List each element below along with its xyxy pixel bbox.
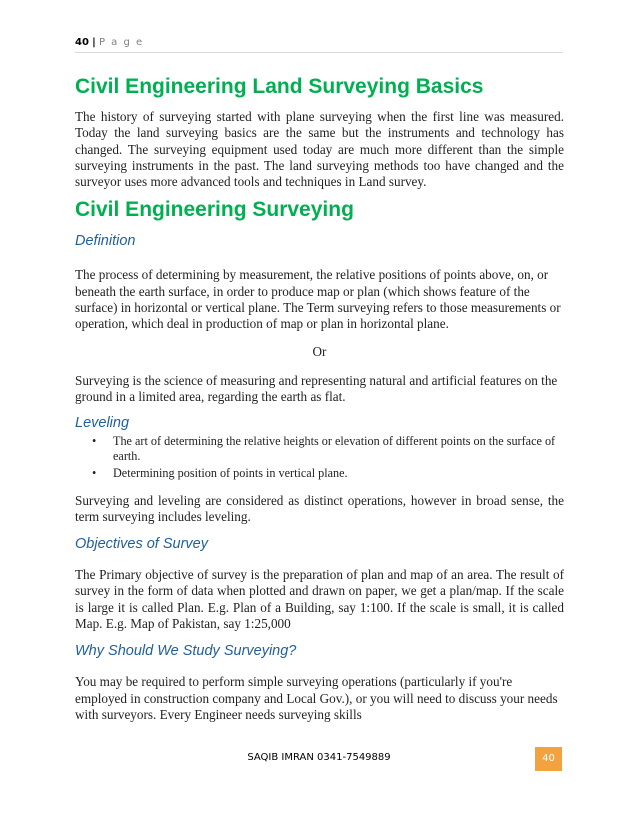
- header-separator: |: [92, 37, 96, 48]
- leveling-bullet-list: [75, 434, 564, 481]
- paragraph-history: The history of surveying started with plane surveying when the first line was measured. Today the land surveying basics are the same but the instruments and technology has changed. The surveying equipment used today are much more different than the simple surveying instruments in the past. The land surveying methods too have changed and the surveyor uses more advanced tools and techniques in Land survey.: [75, 109, 564, 190]
- subheading-leveling: Leveling: [75, 414, 130, 431]
- list-item: [75, 466, 564, 481]
- paragraph-objectives: The Primary objective of survey is the preparation of plan and map of an area. The result of survey in the form of data when plotted and drawn on paper, we get a plan/map. If the scale is large it is called Plan. E.g. Plan of a Building, say 1:100. If the scale is small, it is called Map. E.g. Map of Pakistan, say 1:25,000: [75, 567, 564, 632]
- header-page-label: P a g e: [98, 37, 144, 48]
- list-item-text: Determining position of points in vertical plane.: [113, 465, 348, 480]
- bullet-icon: •: [92, 433, 97, 448]
- page-content: [75, 74, 564, 723]
- header-page-number: 40: [75, 37, 89, 48]
- paragraph-why-study: You may be required to perform simple surveying operations (particularly if you're employed in construction company and Local Gov.), or you will need to discuss your needs with surveyors. Every Engineer needs surveying skills: [75, 674, 558, 722]
- page-header: [75, 37, 563, 53]
- subheading-why-study: Why Should We Study Surveying?: [75, 643, 297, 660]
- footer-page-badge: 40: [535, 747, 562, 771]
- list-item-text: The art of determining the relative heights or elevation of different points on the surface of earth.: [113, 433, 556, 463]
- paragraph-definition-alt: Surveying is the science of measuring and representing natural and artificial features on the ground in a limited area, regarding the earth as flat.: [75, 372, 558, 405]
- section-title-land-surveying-basics: Civil Engineering Land Surveying Basics: [75, 75, 484, 98]
- subheading-definition: Definition: [75, 233, 136, 250]
- bullet-icon: •: [92, 465, 97, 480]
- paragraph-definition: The process of determining by measurement, the relative positions of points above, on, or beneath the earth surface, in order to produce map or plan (which shows feature of the surface) in horizontal or vertical plane. The Term surveying refers to those measurements or operation, which deal in production of map or plan in horizontal plane.: [75, 267, 561, 332]
- or-separator: Or: [312, 343, 327, 359]
- paragraph-leveling: Surveying and leveling are considered as distinct operations, however in broad sense, the term surveying includes leveling.: [75, 492, 564, 524]
- section-title-civil-engineering-surveying: Civil Engineering Surveying: [75, 198, 354, 222]
- subheading-objectives: Objectives of Survey: [75, 536, 208, 553]
- footer-author: SAQIB IMRAN 0341-7549889: [247, 752, 391, 763]
- list-item: [75, 434, 564, 464]
